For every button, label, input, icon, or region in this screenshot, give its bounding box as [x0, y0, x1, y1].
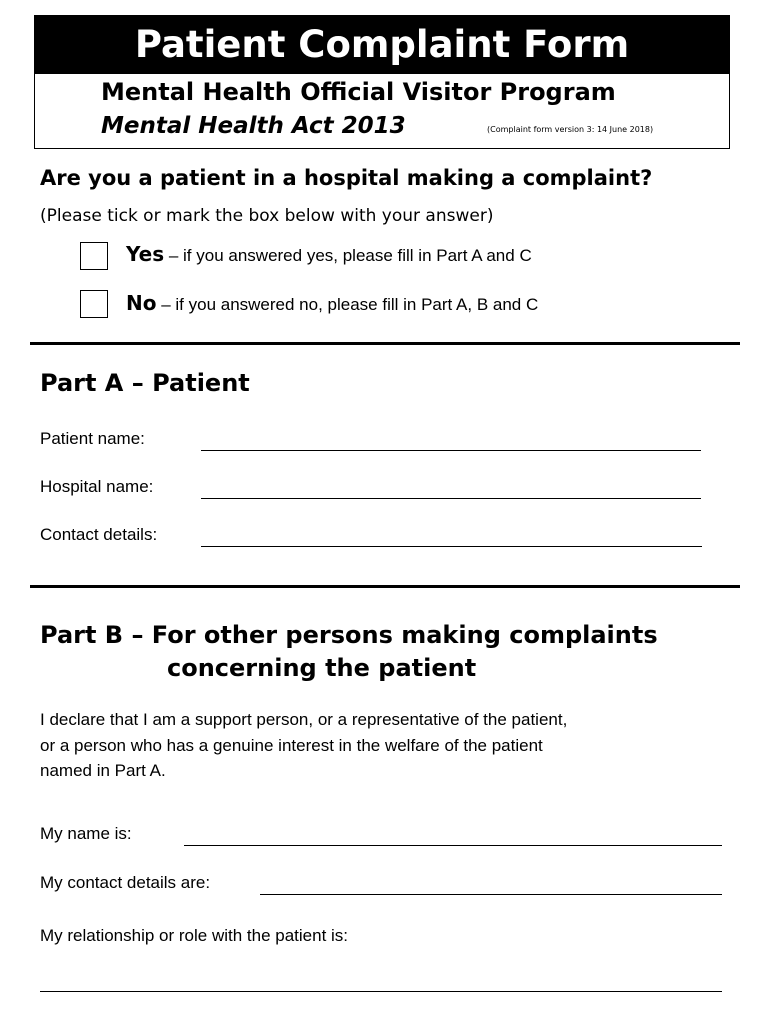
contact-details-field[interactable] — [201, 521, 702, 547]
form-header — [34, 15, 730, 149]
patient-question: Are you a patient in a hospital making a complaint? — [40, 166, 653, 190]
patient-name-label: Patient name: — [40, 429, 145, 448]
declaration-line: I declare that I am a support person, or a representative of the patient, — [40, 710, 568, 729]
yes-option — [126, 240, 532, 270]
hospital-name-field[interactable] — [201, 473, 701, 499]
title-bar — [35, 16, 729, 74]
declaration-line: or a person who has a genuine interest in the welfare of the patient — [40, 735, 543, 755]
part-b-heading: Part B – For other persons making complaints — [40, 621, 658, 649]
section-divider — [30, 342, 740, 345]
form-title: Patient Complaint Form — [134, 23, 630, 66]
act-name: Mental Health Act 2013 — [101, 113, 406, 139]
relationship-field[interactable] — [40, 966, 722, 992]
my-name-label: My name is: — [40, 824, 132, 843]
yes-label: Yes — [126, 242, 165, 266]
yes-checkbox[interactable] — [80, 242, 108, 270]
my-contact-details-label: My contact details are: — [40, 873, 211, 892]
declaration-text — [40, 707, 730, 784]
form-version: (Complaint form version 3: 14 June 2018) — [487, 125, 654, 134]
relationship-label: My relationship or role with the patient is: — [40, 926, 349, 945]
contact-details-label: Contact details: — [40, 525, 158, 544]
question-instruction: (Please tick or mark the box below with your answer) — [40, 206, 494, 226]
declaration-line: named in Part A. — [40, 761, 166, 780]
no-note: – if you answered no, please fill in Part A, B and C — [156, 295, 539, 314]
my-contact-details-field[interactable] — [260, 869, 722, 895]
part-a-heading: Part A – Patient — [40, 369, 250, 397]
part-b-heading-continued: concerning the patient — [167, 654, 477, 682]
section-divider — [30, 585, 740, 588]
no-checkbox[interactable] — [80, 290, 108, 318]
yes-note: – if you answered yes, please fill in Part A and C — [164, 246, 532, 265]
no-label: No — [126, 291, 157, 315]
no-option — [126, 289, 538, 319]
my-name-field[interactable] — [184, 820, 722, 846]
hospital-name-label: Hospital name: — [40, 477, 154, 496]
program-name: Mental Health Official Visitor Program — [101, 78, 616, 106]
patient-name-field[interactable] — [201, 425, 701, 451]
